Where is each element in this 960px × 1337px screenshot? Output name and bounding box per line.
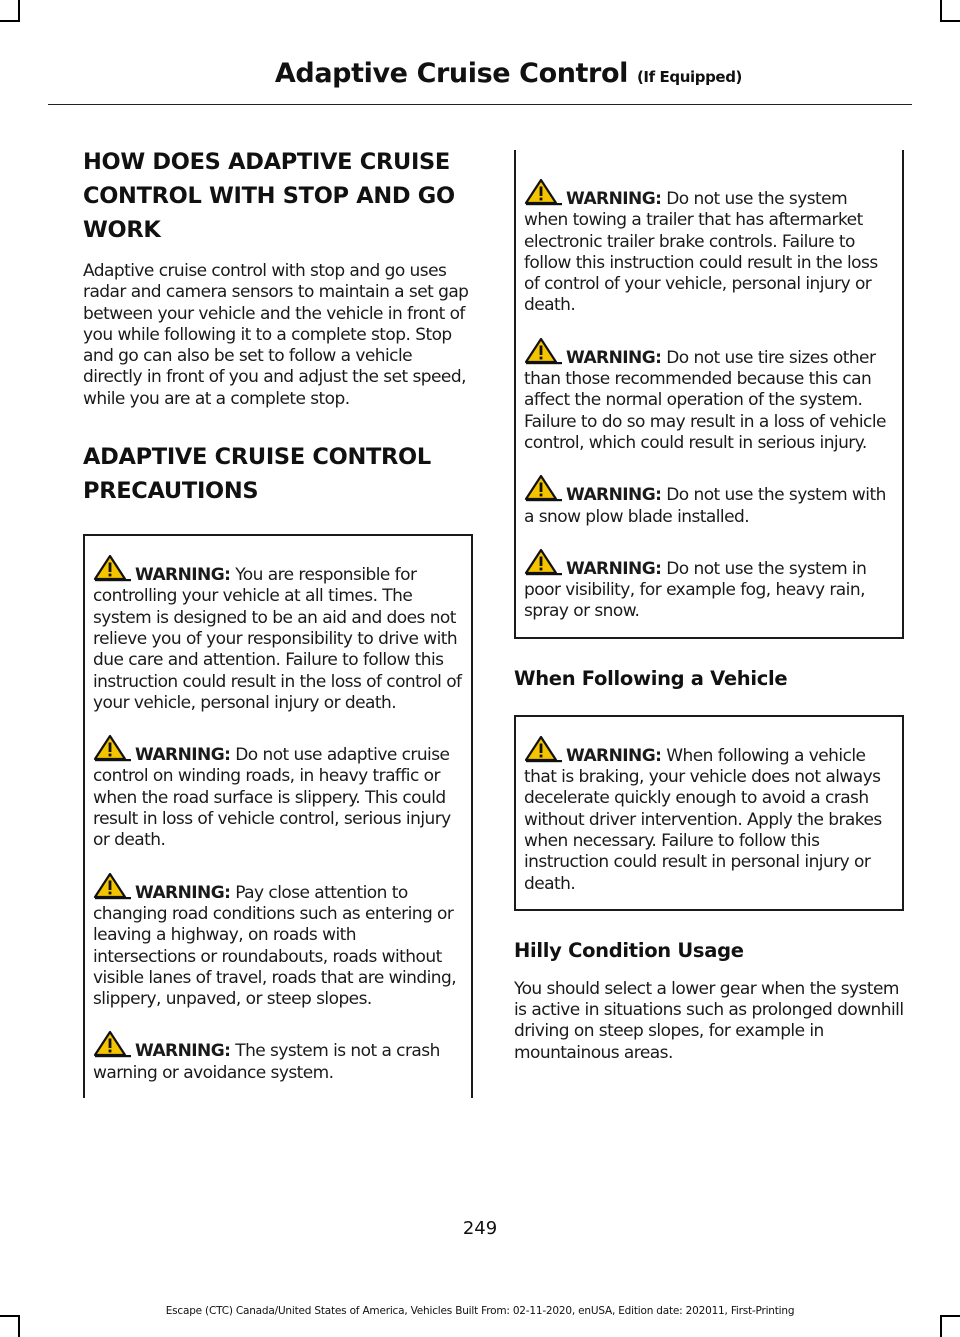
crop-mark-top-right-horizontal [940,20,960,22]
warning-label: WARNING: [566,347,662,368]
warning-triangle-icon [524,548,562,576]
warning-label: WARNING: [135,565,231,586]
warning-label: WARNING: [135,882,231,903]
warning-item [524,474,894,528]
header-title-text: Adaptive Cruise Control [274,58,628,89]
warning-text: Do not use the system when towing a trailer that has aftermarket electronic trailer brake controls. Failure to follow this instruction could result in the loss of control of your vehicle, personal injury or death. [524,189,878,316]
warning-text: Pay close attention to changing road conditions such as entering or leaving a highway, on roads with intersections or roundabouts, roads without visible lanes of travel, roads that are winding, slippery, unpaved, or steep slopes. [93,882,457,1010]
subheading-hilly-condition: Hilly Condition Usage [514,938,744,962]
warning-text: The system is not a crash warning or avoidance system. [93,1041,440,1083]
warning-item [524,735,894,895]
crop-mark-top-left-vertical [18,0,20,22]
warning-text: Do not use the system with a snow plow blade installed. [524,485,886,527]
header-divider [48,104,912,105]
warning-triangle-icon [93,734,131,762]
precautions-warning-box [83,534,473,1098]
warning-triangle-icon [524,337,562,365]
warning-label: WARNING: [135,745,231,766]
warning-text: When following a vehicle that is braking, your vehicle does not always decelerate quickly enough to avoid a crash without driver intervention. Apply the brakes when necessary. Failure to follow this instruction could result in personal injury or death. [524,745,882,894]
header-title-suffix: (If Equipped) [636,68,742,86]
warning-item [524,548,894,623]
warning-text: Do not use the system in poor visibility, for example fog, heavy rain, spray or snow. [524,558,867,622]
hilly-condition-body: You should select a lower gear when the system is active in situations such as prolonged downhill driving on steep slopes, for example in mountainous areas. [514,978,904,1063]
right-column [514,150,904,1094]
warning-item [93,872,463,1011]
warning-item [524,337,894,454]
warning-item [93,554,463,714]
warning-label: WARNING: [566,189,662,209]
crop-mark-bottom-right-vertical [940,1315,942,1337]
warning-label: WARNING: [566,745,662,766]
page-header-title [275,58,742,89]
subheading-following-vehicle: When Following a Vehicle [514,666,788,690]
following-warning-box [514,715,904,911]
crop-mark-top-right-vertical [940,0,942,22]
warning-text: Do not use tire sizes other than those recommended because this can affect the normal operation of the system. Failure to do so may result in a loss of vehicle control, which could result in serious injury. [524,347,886,453]
how-it-works-body: Adaptive cruise control with stop and go uses radar and camera sensors to maintain a set gap between your vehicle and the vehicle in front of you while following it to a complete stop. Stop and go can also be set to follow a vehicle directly in front of you and adjust the set speed, while you are at a complete stop. [83,261,469,409]
warning-label: WARNING: [566,558,662,579]
warning-text: Do not use adaptive cruise control on winding roads, in heavy traffic or when the road surface is slippery. This could result in loss of vehicle control, serious injury or death. [93,745,451,851]
warning-item [93,1030,463,1084]
warning-triangle-icon [93,554,131,582]
warning-text: You are responsible for controlling your vehicle at all times. The system is designed to be an aid and does not relieve you of your responsibility to drive with due care and attention. Failure to follow this instruction could result in the loss of control of your vehicle, personal injury or death. [93,565,462,713]
footer-edition-text: Escape (CTC) Canada/United States of America, Vehicles Built From: 02-11-2020, enUSA, Edition date: 202011, First-Printing [165,1305,795,1317]
left-column [83,145,473,1124]
warning-triangle-icon [524,474,562,502]
crop-mark-bottom-left-vertical [18,1315,20,1337]
section-heading-precautions: ADAPTIVE CRUISE CONTROL PRECAUTIONS [83,444,431,505]
warning-label: WARNING: [566,485,662,506]
warning-triangle-icon [93,872,131,900]
warning-item [524,178,894,317]
section-heading-how-it-works: HOW DOES ADAPTIVE CRUISE CONTROL WITH STOP AND GO WORK [83,149,455,243]
warning-item [93,734,463,851]
page-number: 249 [462,1218,498,1239]
precautions-warning-box-continued [514,150,904,639]
crop-mark-top-left-horizontal [0,20,20,22]
warning-triangle-icon [524,735,562,763]
warning-triangle-icon [524,178,562,206]
warning-triangle-icon [93,1030,131,1058]
warning-label: WARNING: [135,1041,231,1062]
